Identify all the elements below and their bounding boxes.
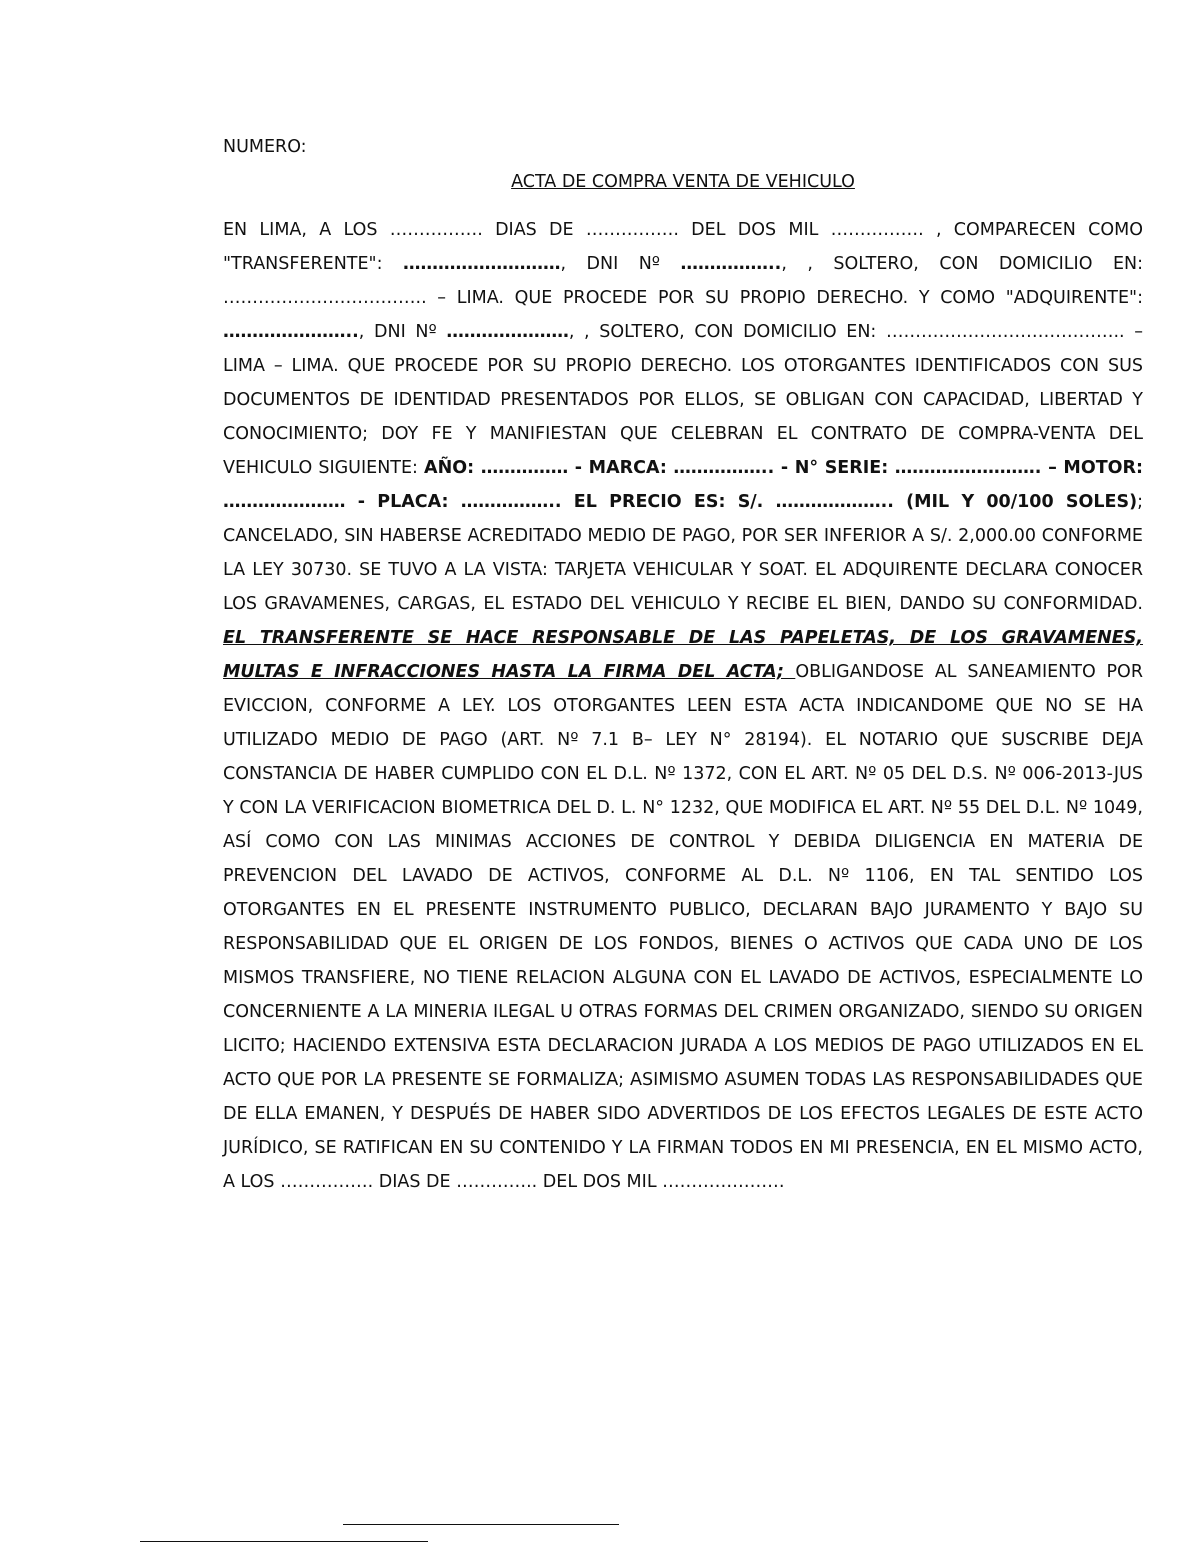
adquirente-dni-blank: ………………… <box>446 322 569 342</box>
vehicle-details: AÑO: …………… - MARCA: …………….. - N° SERIE: ……………………. – MOTOR: ………………… - PLACA: …………….. EL PRECIO ES: S/. ……………….. (MIL Y 00/100 SOLES) <box>223 458 1144 512</box>
body-text-segment: , , SOLTERO, CON DOMICILIO EN: ………………………………….. – LIMA – LIMA. QUE PROCEDE POR SU PROPIO DERECHO. LOS OTORGANTES IDENTIFICADOS CON SUS DOCUMENTOS DE IDENTIDAD PRESENTADOS POR ELLOS, SE OBLIGAN CON CAPACIDAD, LIBERTAD Y CONOCIMIENTO; DOY FE Y MANIFIESTAN QUE CELEBRAN EL CONTRATO DE COMPRA-VENTA DEL VEHICULO SIGUIENTE: <box>223 322 1143 478</box>
body-text-segment: EN LIMA, A LOS ……………. DIAS DE ……………. DEL DOS MIL ……………. , COMPARECEN COMO "TRANSFERENTE": <box>223 220 1143 274</box>
body-text-segment: , DNI Nº <box>560 254 681 274</box>
body-text-segment: ; CANCELADO, SIN HABERSE ACREDITADO MEDIO DE PAGO, POR SER INFERIOR A S/. 2,000.00 CONFORME LA LEY 30730. SE TUVO A LA VISTA: TARJETA VEHICULAR Y SOAT. EL ADQUIRENTE DECLARA CONOCER LOS GRAVAMENES, CARGAS, EL ESTADO DEL VEHICULO Y RECIBE EL BIEN, DANDO SU CONFORMIDAD. <box>223 492 1143 614</box>
transferente-dni-blank: …………….. <box>680 254 782 274</box>
document-body <box>223 213 1143 1199</box>
adquirente-name-blank: ………………….. <box>223 322 359 342</box>
numero-label: NUMERO: <box>223 137 307 157</box>
responsibility-clause: EL TRANSFERENTE SE HACE RESPONSABLE DE LAS PAPELETAS, DE LOS GRAVAMENES, MULTAS E INFRACCIONES HASTA LA FIRMA DEL ACTA; <box>223 628 1143 682</box>
signature-line <box>343 1524 619 1525</box>
body-text-segment: , DNI Nº <box>358 322 447 342</box>
body-text-segment: OBLIGANDOSE AL SANEAMIENTO POR EVICCION, CONFORME A LEY. LOS OTORGANTES LEEN ESTA ACTA INDICANDOME QUE NO SE HA UTILIZADO MEDIO DE PAGO (ART. Nº 7.1 B– LEY N° 28194). EL NOTARIO QUE SUSCRIBE DEJA CONSTANCIA DE HABER CUMPLIDO CON EL D.L. Nº 1372, CON EL ART. Nº 05 DEL D.S. Nº 006-2013-JUS Y CON LA VERIFICACION BIOMETRICA DEL D. L. N° 1232, QUE MODIFICA EL ART. Nº 55 DEL D.L. Nº 1049, ASÍ COMO CON LAS MINIMAS ACCIONES DE CONTROL Y DEBIDA DILIGENCIA EN MATERIA DE PREVENCION DEL LAVADO DE ACTIVOS, CONFORME AL D.L. Nº 1106, EN TAL SENTIDO LOS OTORGANTES EN EL PRESENTE INSTRUMENTO PUBLICO, DECLARAN BAJO JURAMENTO Y BAJO SU RESPONSABILIDAD QUE EL ORIGEN DE LOS FONDOS, BIENES O ACTIVOS QUE CADA UNO DE LOS MISMOS TRANSFIERE, NO TIENE RELACION ALGUNA CON EL LAVADO DE ACTIVOS, ESPECIALMENTE LO CONCERNIENTE A LA MINERIA ILEGAL U OTRAS FORMAS DEL CRIMEN ORGANIZADO, SIENDO SU ORIGEN LICITO; HACIENDO EXTENSIVA ESTA DECLARACION JURADA A LOS MEDIOS DE PAGO UTILIZADOS EN EL ACTO QUE POR LA PRESENTE SE FORMALIZA; ASIMISMO ASUMEN TODAS LAS RESPONSABILIDADES QUE DE ELLA EMANEN, Y DESPUÉS DE HABER SIDO ADVERTIDOS DE LOS EFECTOS LEGALES DE ESTE ACTO JURÍDICO, SE RATIFICAN EN SU CONTENIDO Y LA FIRMAN TODOS EN MI PRESENCIA, EN EL MISMO ACTO, A LOS ……………. DIAS DE ………….. DEL DOS MIL ………………… <box>223 662 1143 1192</box>
document-title: ACTA DE COMPRA VENTA DE VEHICULO <box>511 172 855 192</box>
transferente-name-blank: ……………………… <box>402 254 561 274</box>
footnote-separator <box>140 1541 428 1542</box>
body-text-segment: , , SOLTERO, CON DOMICILIO EN: …………………………….. – LIMA. QUE PROCEDE POR SU PROPIO DERECHO. Y COMO "ADQUIRENTE": <box>223 254 1144 308</box>
